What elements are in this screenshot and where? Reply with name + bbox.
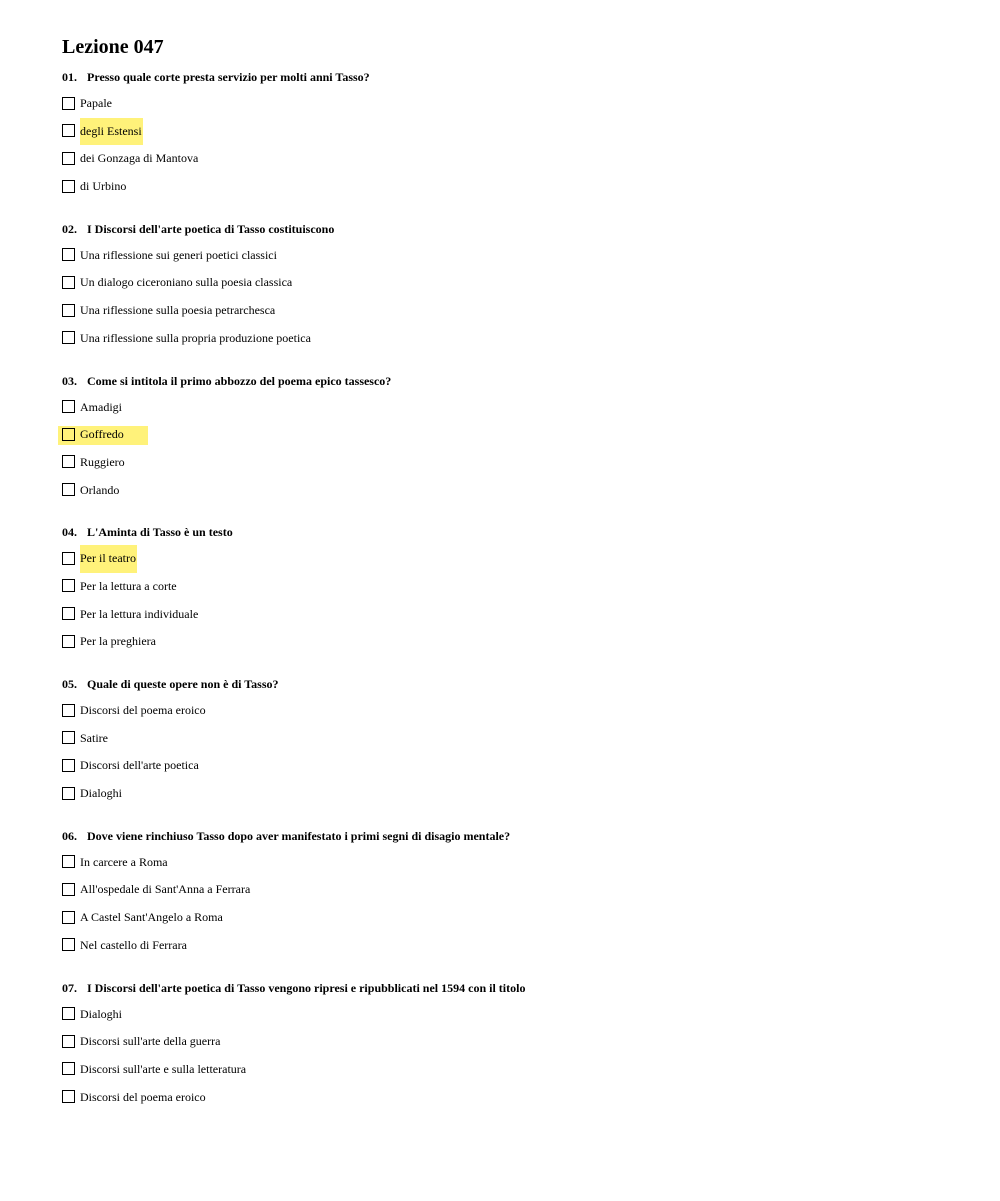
answer-checkbox[interactable] bbox=[62, 180, 75, 193]
answer-checkbox[interactable] bbox=[62, 1035, 75, 1048]
answer-option[interactable] bbox=[62, 725, 962, 753]
answer-checkbox[interactable] bbox=[62, 759, 75, 772]
answer-checkbox[interactable] bbox=[62, 400, 75, 413]
answer-checkbox[interactable] bbox=[62, 607, 75, 620]
question-label: Presso quale corte presta servizio per molti anni Tasso? bbox=[87, 70, 370, 84]
answer-option[interactable] bbox=[62, 904, 962, 932]
answer-checkbox[interactable] bbox=[62, 455, 75, 468]
answer-option[interactable] bbox=[62, 297, 962, 325]
answer-checkbox[interactable] bbox=[62, 635, 75, 648]
answer-option[interactable] bbox=[62, 697, 962, 725]
answer-option[interactable] bbox=[62, 477, 962, 505]
answer-option[interactable] bbox=[62, 1084, 962, 1112]
answer-checkbox[interactable] bbox=[62, 152, 75, 165]
answer-label: Dialoghi bbox=[80, 1006, 122, 1021]
answer-label: di Urbino bbox=[80, 179, 127, 194]
question-04 bbox=[62, 519, 962, 656]
answer-checkbox[interactable] bbox=[62, 883, 75, 896]
answer-label: Discorsi del poema eroico bbox=[80, 703, 206, 717]
answer-checkbox[interactable] bbox=[62, 552, 75, 565]
answer-checkbox[interactable] bbox=[62, 304, 75, 317]
answer-option[interactable] bbox=[62, 1028, 962, 1056]
answer-option[interactable] bbox=[62, 325, 962, 353]
answer-option[interactable] bbox=[62, 932, 962, 960]
question-number: 04. bbox=[62, 525, 77, 540]
answer-option[interactable] bbox=[62, 876, 962, 904]
answer-option[interactable] bbox=[62, 269, 962, 297]
question-text bbox=[62, 64, 962, 90]
question-number: 02. bbox=[62, 221, 77, 236]
answer-label: Per la lettura a corte bbox=[80, 578, 177, 593]
question-01 bbox=[62, 64, 962, 201]
answer-checkbox[interactable] bbox=[62, 731, 75, 744]
answer-option[interactable] bbox=[62, 394, 962, 422]
answer-option-highlighted[interactable] bbox=[62, 421, 962, 449]
answer-option[interactable] bbox=[62, 242, 962, 270]
answer-checkbox[interactable] bbox=[62, 911, 75, 924]
answer-option-highlighted[interactable] bbox=[62, 545, 962, 573]
answer-label: A Castel Sant'Angelo a Roma bbox=[80, 910, 223, 925]
question-text bbox=[62, 823, 962, 849]
answer-option[interactable] bbox=[62, 780, 962, 808]
answer-checkbox[interactable] bbox=[62, 787, 75, 800]
answer-checkbox[interactable] bbox=[62, 1090, 75, 1103]
answer-label: Una riflessione sulla propria produzione poetica bbox=[80, 330, 311, 345]
answer-option[interactable] bbox=[62, 449, 962, 477]
answer-label: Ruggiero bbox=[80, 454, 125, 469]
answer-label: Discorsi sull'arte e sulla letteratura bbox=[80, 1061, 247, 1076]
question-number: 01. bbox=[62, 70, 77, 84]
answer-label: Dialoghi bbox=[80, 786, 122, 801]
question-05 bbox=[62, 671, 962, 808]
answer-checkbox[interactable] bbox=[62, 855, 75, 868]
answer-option[interactable] bbox=[62, 628, 962, 656]
question-number: 05. bbox=[62, 677, 77, 691]
answer-checkbox[interactable] bbox=[62, 331, 75, 344]
question-text bbox=[62, 975, 962, 1001]
answer-label: Discorsi sull'arte della guerra bbox=[80, 1034, 221, 1049]
answer-checkbox[interactable] bbox=[62, 1062, 75, 1075]
question-text bbox=[62, 368, 962, 394]
answer-option[interactable] bbox=[62, 1056, 962, 1084]
answer-checkbox[interactable] bbox=[62, 97, 75, 110]
answer-option[interactable] bbox=[62, 752, 962, 780]
answer-label: Discorsi dell'arte poetica bbox=[80, 758, 199, 773]
answer-checkbox[interactable] bbox=[62, 428, 75, 441]
answer-label: All'ospedale di Sant'Anna a Ferrara bbox=[80, 882, 251, 897]
answer-option[interactable] bbox=[62, 601, 962, 629]
answer-checkbox[interactable] bbox=[62, 579, 75, 592]
question-text bbox=[62, 671, 962, 697]
answer-checkbox[interactable] bbox=[62, 704, 75, 717]
answer-label: Un dialogo ciceroniano sulla poesia classica bbox=[80, 275, 293, 290]
question-label: Come si intitola il primo abbozzo del poema epico tassesco? bbox=[87, 373, 392, 388]
answer-label: Una riflessione sulla poesia petrarchesca bbox=[80, 303, 276, 318]
question-07 bbox=[62, 975, 962, 1112]
answer-label: Per il teatro bbox=[80, 545, 137, 573]
question-text bbox=[62, 216, 962, 242]
answer-checkbox[interactable] bbox=[62, 1007, 75, 1020]
answer-option[interactable] bbox=[62, 173, 962, 201]
answer-checkbox[interactable] bbox=[62, 124, 75, 137]
question-text bbox=[62, 519, 962, 545]
question-label: I Discorsi dell'arte poetica di Tasso vengono ripresi e ripubblicati nel 1594 con il titolo bbox=[87, 980, 526, 995]
answer-checkbox[interactable] bbox=[62, 483, 75, 496]
question-number: 03. bbox=[62, 373, 77, 388]
quiz-page bbox=[62, 34, 962, 1126]
answer-option[interactable] bbox=[62, 1001, 962, 1029]
answer-label: Amadigi bbox=[80, 399, 122, 414]
question-02 bbox=[62, 216, 962, 353]
answer-label: degli Estensi bbox=[80, 118, 143, 146]
lesson-title: Lezione 047 bbox=[62, 36, 164, 58]
question-number: 07. bbox=[62, 980, 77, 995]
answer-label: dei Gonzaga di Mantova bbox=[80, 151, 199, 166]
question-03 bbox=[62, 368, 962, 505]
answer-option[interactable] bbox=[62, 90, 962, 118]
answer-label: Per la lettura individuale bbox=[80, 606, 199, 621]
answer-option[interactable] bbox=[62, 145, 962, 173]
answer-option[interactable] bbox=[62, 849, 962, 877]
answer-label: In carcere a Roma bbox=[80, 854, 168, 869]
answer-label: Orlando bbox=[80, 482, 120, 497]
answer-label: Una riflessione sui generi poetici classici bbox=[80, 247, 277, 262]
answer-label: Goffredo bbox=[80, 427, 124, 442]
question-06 bbox=[62, 823, 962, 960]
question-label: I Discorsi dell'arte poetica di Tasso costituiscono bbox=[87, 221, 335, 236]
answer-label: Discorsi del poema eroico bbox=[80, 1089, 206, 1104]
question-label: L'Aminta di Tasso è un testo bbox=[87, 525, 233, 540]
answer-checkbox[interactable] bbox=[62, 248, 75, 261]
question-label: Dove viene rinchiuso Tasso dopo aver manifestato i primi segni di disagio mentale? bbox=[87, 828, 511, 843]
answer-option-highlighted[interactable] bbox=[62, 118, 962, 146]
answer-checkbox[interactable] bbox=[62, 938, 75, 951]
answer-label: Satire bbox=[80, 730, 108, 745]
answer-label: Per la preghiera bbox=[80, 634, 156, 649]
question-label: Quale di queste opere non è di Tasso? bbox=[87, 677, 279, 691]
answer-checkbox[interactable] bbox=[62, 276, 75, 289]
answer-label: Nel castello di Ferrara bbox=[80, 937, 187, 952]
answer-option[interactable] bbox=[62, 573, 962, 601]
question-number: 06. bbox=[62, 828, 77, 843]
answer-label: Papale bbox=[80, 96, 112, 110]
